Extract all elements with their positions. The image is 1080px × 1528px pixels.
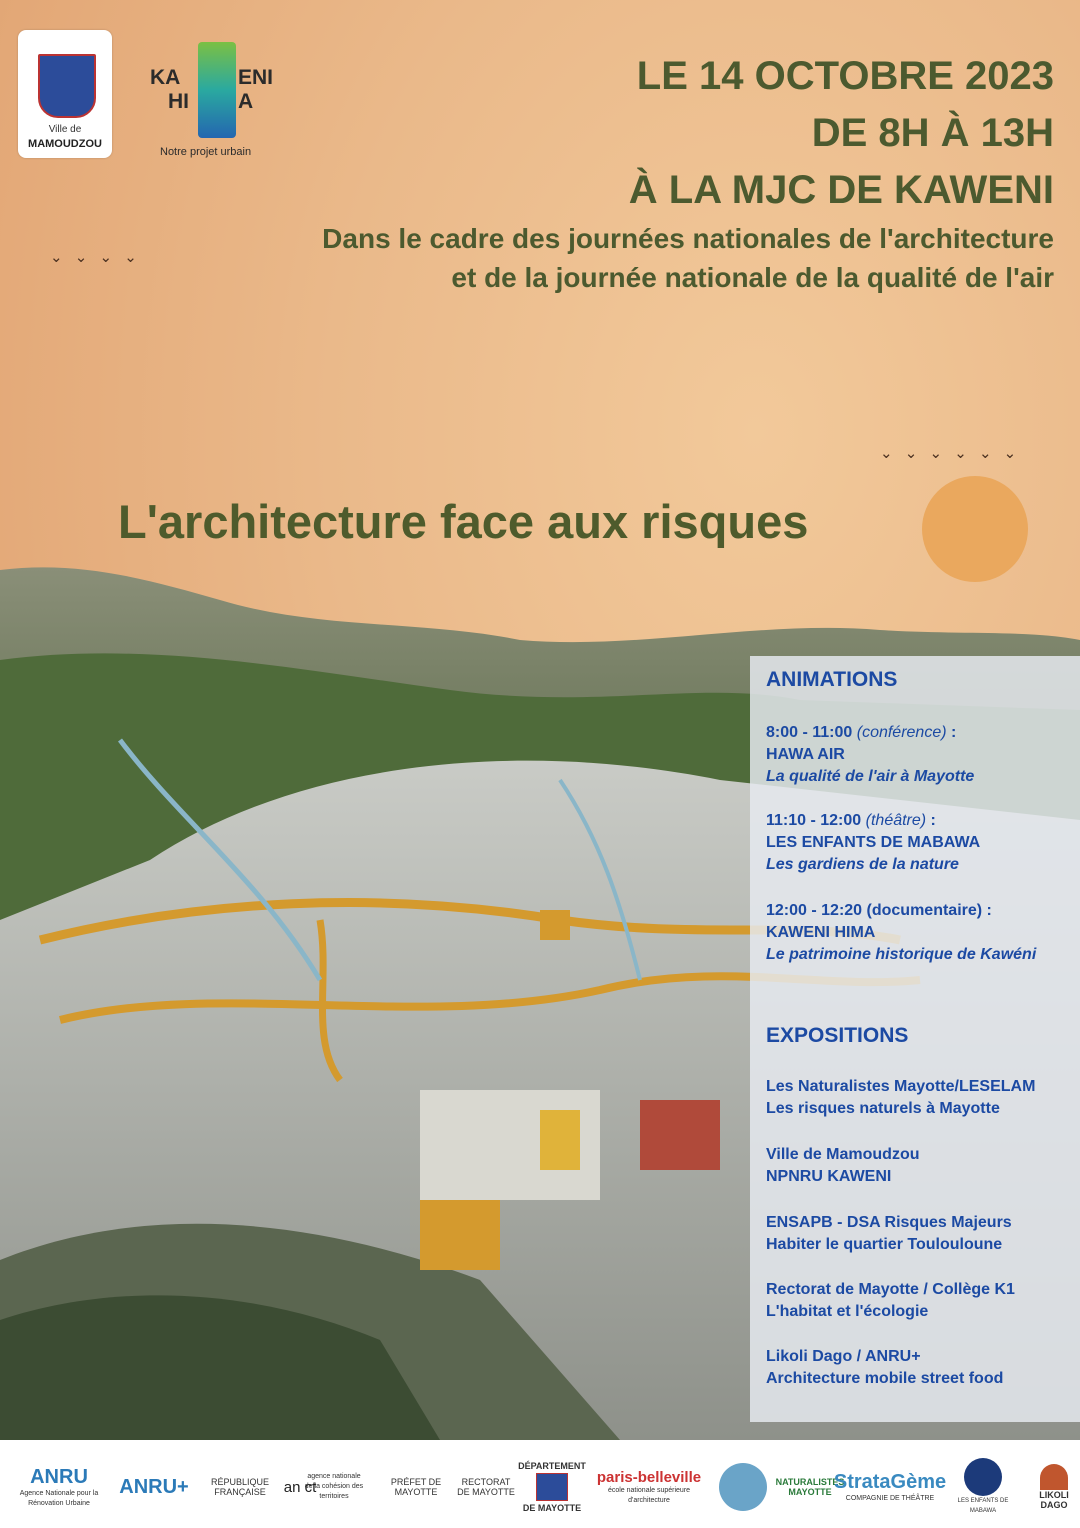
kaweni-hima-mark-icon <box>198 42 236 138</box>
exposition-line1: Likoli Dago / ANRU+ <box>766 1348 921 1365</box>
mamoudzou-name-label: MAMOUDZOU <box>28 138 102 150</box>
likoli-dago-logo: LIKOLI DAGO <box>1032 1454 1076 1520</box>
mabawa-emblem-icon <box>964 1458 1002 1496</box>
anru-logo-text: ANRU <box>30 1465 88 1488</box>
mamoudzou-shield-icon <box>38 54 96 118</box>
event-context-1: Dans le cadre des journées nationales de l'architecture <box>322 223 1054 254</box>
event-header <box>322 48 1054 297</box>
exposition-line2: L'habitat et l'écologie <box>766 1303 929 1320</box>
animation-type: (conférence) <box>856 724 947 741</box>
exposition-line2: Architecture mobile street food <box>766 1370 1004 1387</box>
anru-logo-sub: Agence Nationale pour la Rénovation Urbaine <box>19 1489 99 1507</box>
paris-belleville-logo: paris-belleville école nationale supérieure d'architecture <box>596 1468 702 1504</box>
animation-suffix: : <box>926 812 936 829</box>
circle-emblem-logo <box>716 1454 770 1520</box>
event-context-2: et de la journée nationale de la qualité de l'air <box>451 262 1054 293</box>
partners-footer <box>0 1440 1080 1528</box>
birds-left-icon: ⌄ ⌄ ⌄ ⌄ <box>50 249 141 266</box>
enfants-mabawa-logo: LES ENFANTS DE MABAWA <box>950 1454 1016 1520</box>
animation-type: (théâtre) <box>865 812 927 829</box>
anru-logo <box>16 1454 102 1520</box>
exposition-line1: ENSAPB - DSA Risques Majeurs <box>766 1214 1012 1231</box>
exposition-line1: Les Naturalistes Mayotte/LESELAM <box>766 1078 1036 1095</box>
mamoudzou-ville-label: Ville de <box>48 124 82 135</box>
departement-crest-icon <box>536 1473 568 1501</box>
animation-org: KAWENI HIMA <box>766 924 876 941</box>
anru-plus-logo: ANRU+ <box>119 1475 189 1498</box>
poster-tagline: L'architecture face aux risques <box>118 495 809 548</box>
exposition-line2: Les risques naturels à Mayotte <box>766 1100 1000 1117</box>
animation-time: 11:10 - 12:00 <box>766 812 862 829</box>
kaweni-logo-text-3: HI <box>168 90 189 113</box>
animation-title: Le patrimoine historique de Kawéni <box>766 946 1037 963</box>
naturalistes-mayotte-logo: NATURALISTES MAYOTTE <box>775 1477 845 1497</box>
program-panel <box>750 656 1080 1422</box>
animation-suffix: : <box>982 902 992 919</box>
prefet-mayotte-logo: PRÉFET DE MAYOTTE <box>390 1477 442 1497</box>
exposition-line2: NPNRU KAWENI <box>766 1168 892 1185</box>
exposition-line1: Rectorat de Mayotte / Collège K1 <box>766 1281 1015 1298</box>
animation-item-3 <box>766 900 1036 966</box>
animation-org: LES ENFANTS DE MABAWA <box>766 834 981 851</box>
kaweni-logo-text-2: ENI <box>238 66 274 89</box>
mamoudzou-logo <box>18 30 112 158</box>
exposition-item-4 <box>766 1279 1015 1323</box>
exposition-item-3 <box>766 1212 1012 1256</box>
exposition-item-1 <box>766 1076 1035 1120</box>
birds-right-icon: ⌄ ⌄ ⌄ ⌄ ⌄ ⌄ <box>880 445 1021 462</box>
animation-type: (documentaire) <box>866 902 983 919</box>
event-date: LE 14 OCTOBRE 2023 <box>636 54 1054 98</box>
stratageme-logo: StrataGème COMPAGNIE DE THÉÂTRE <box>833 1470 947 1502</box>
event-time: DE 8H À 13H <box>811 111 1054 155</box>
animations-heading: ANIMATIONS <box>766 668 898 691</box>
event-place: À LA MJC DE KAWENI <box>628 168 1054 212</box>
kaweni-tagline: Notre projet urbain <box>160 146 252 158</box>
expositions-heading: EXPOSITIONS <box>766 1024 909 1047</box>
emblem-circle-icon <box>719 1463 767 1511</box>
animation-suffix: : <box>946 724 957 741</box>
kaweni-logo-text-4: A <box>238 90 254 113</box>
likoli-dago-icon <box>1040 1464 1068 1490</box>
animation-time: 8:00 - 11:00 <box>766 724 853 741</box>
republique-francaise-logo: RÉPUBLIQUE FRANÇAISE <box>210 1477 270 1497</box>
kaweni-hima-logo <box>150 40 280 160</box>
animation-org: HAWA AIR <box>766 746 845 763</box>
exposition-line2: Habiter le quartier Toulouloune <box>766 1236 1003 1253</box>
animation-time: 12:00 - 12:20 <box>766 902 863 919</box>
anct-sub-label: agence nationale de la cohésion des territoires <box>304 1473 364 1500</box>
animation-title: Les gardiens de la nature <box>766 856 959 873</box>
rectorat-mayotte-logo: RECTORAT DE MAYOTTE <box>457 1477 515 1497</box>
exposition-line1: Ville de Mamoudzou <box>766 1146 920 1163</box>
animation-item-2 <box>766 810 980 876</box>
exposition-item-5 <box>766 1346 1003 1390</box>
animation-title: La qualité de l'air à Mayotte <box>766 768 975 785</box>
departement-mayotte-logo: DÉPARTEMENT DE MAYOTTE <box>518 1461 586 1513</box>
anct-logo: an ct <box>283 1478 317 1496</box>
animation-item-1 <box>766 722 974 788</box>
kaweni-logo-text-1: KA <box>150 66 181 89</box>
exposition-item-2 <box>766 1144 920 1188</box>
